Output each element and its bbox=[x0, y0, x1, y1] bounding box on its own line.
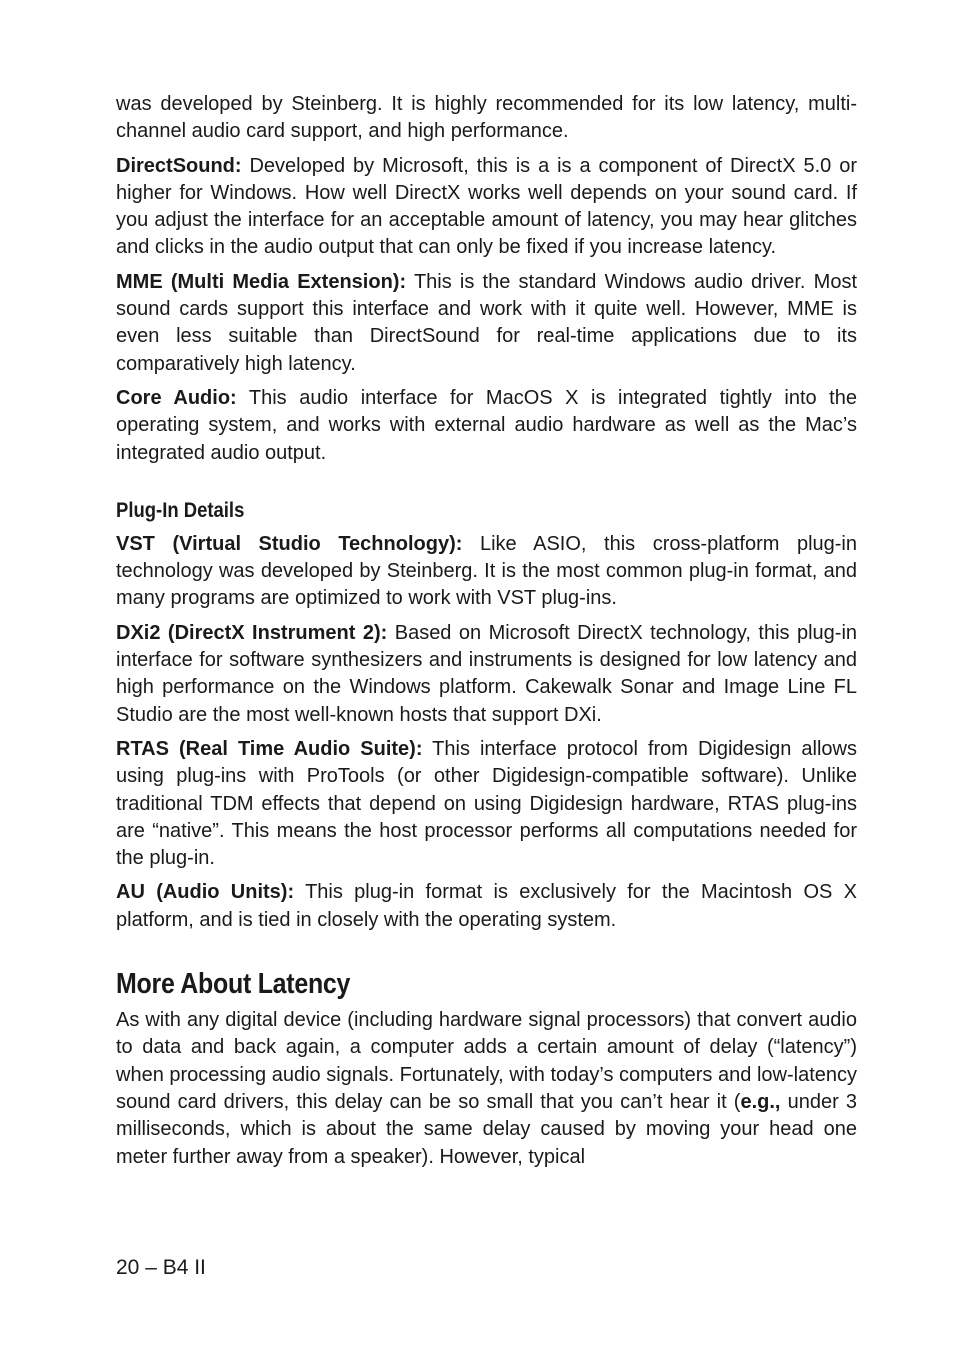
paragraph-text: As with any digital device (including hardware signal processors) that convert audio to data and back again, a computer adds a certain amount of delay (“latency”) when processing audio signals. Fortunately, with today’s computers and low-latency sound card drivers, this delay can be so small that you can’t hear it ( bbox=[116, 1009, 857, 1113]
paragraph-core-audio bbox=[116, 385, 857, 467]
term-core-audio: Core Audio: bbox=[116, 386, 237, 409]
term-rtas: RTAS (Real Time Audio Suite): bbox=[116, 737, 423, 760]
paragraph-text: This plug-in format is exclusively for the Macintosh OS X platform, and is tied in closely with the operating system. bbox=[116, 881, 857, 931]
paragraph-latency bbox=[116, 1007, 857, 1171]
term-vst: VST (Virtual Studio Technology): bbox=[116, 532, 463, 555]
paragraph-text: This is the standard Windows audio driver. Most sound cards support this interface and work with it quite well. However, MME is even less suitable than DirectSound for real-time applications due to its comparatively high latency. bbox=[116, 270, 858, 375]
paragraph-directsound bbox=[116, 153, 857, 262]
paragraph-text: Based on Microsoft DirectX technology, this plug-in interface for software synthesizers and instruments is designed for low latency and high performance on the Windows platform. Cakewalk Sonar and Image Line FL Studio are the most well-known hosts that support DXi. bbox=[116, 621, 858, 726]
term-au: AU (Audio Units): bbox=[116, 881, 295, 904]
paragraph-text: Developed by Microsoft, this is a is a component of DirectX 5.0 or higher for Windows. How well DirectX works well depends on your sound card. If you adjust the interface for an acceptable amount of latency, you may hear glitches and clicks in the audio output that can only be fixed if you increase latency. bbox=[116, 154, 857, 259]
page-body bbox=[116, 91, 857, 1178]
term-mme: MME (Multi Media Extension): bbox=[116, 270, 407, 293]
paragraph-text: under 3 milliseconds, which is about the same delay caused by moving your head one meter further away from a speaker). However, typical bbox=[116, 1090, 857, 1168]
paragraph-vst bbox=[116, 531, 857, 613]
paragraph-dxi2 bbox=[116, 620, 857, 729]
paragraph-mme bbox=[116, 269, 857, 378]
paragraph-asio-continued bbox=[116, 91, 857, 146]
term-dxi2: DXi2 (DirectX Instrument 2): bbox=[116, 621, 388, 644]
paragraph-text: was developed by Steinberg. It is highly recommended for its low latency, multi-channel audio card support, and high performance. bbox=[116, 93, 857, 143]
term-directsound: DirectSound: bbox=[116, 154, 242, 177]
paragraph-text: This interface protocol from Digidesign allows using plug-ins with ProTools (or other Digidesign-compatible software). Unlike traditional TDM effects that depend on using Digidesign hardware, RTAS plug-ins are “native”. This means the host processor performs all computations needed for the plug-in. bbox=[116, 737, 857, 870]
paragraph-text: Like ASIO, this cross-platform plug-in technology was developed by Steinberg. It is the most common plug-in format, and many programs are optimized to work with VST plug-ins. bbox=[116, 532, 857, 610]
paragraph-au bbox=[116, 879, 857, 934]
section-heading-latency: More About Latency bbox=[116, 968, 351, 1001]
subheading-plugin-details: Plug-In Details bbox=[116, 498, 245, 522]
term-eg: e.g., bbox=[740, 1090, 781, 1113]
page-footer: 20 – B4 II bbox=[116, 1256, 206, 1279]
paragraph-rtas bbox=[116, 736, 857, 872]
paragraph-text: This audio interface for MacOS X is integrated tightly into the operating system, and works with external audio hardware as well as the Mac’s integrated audio output. bbox=[116, 386, 857, 464]
